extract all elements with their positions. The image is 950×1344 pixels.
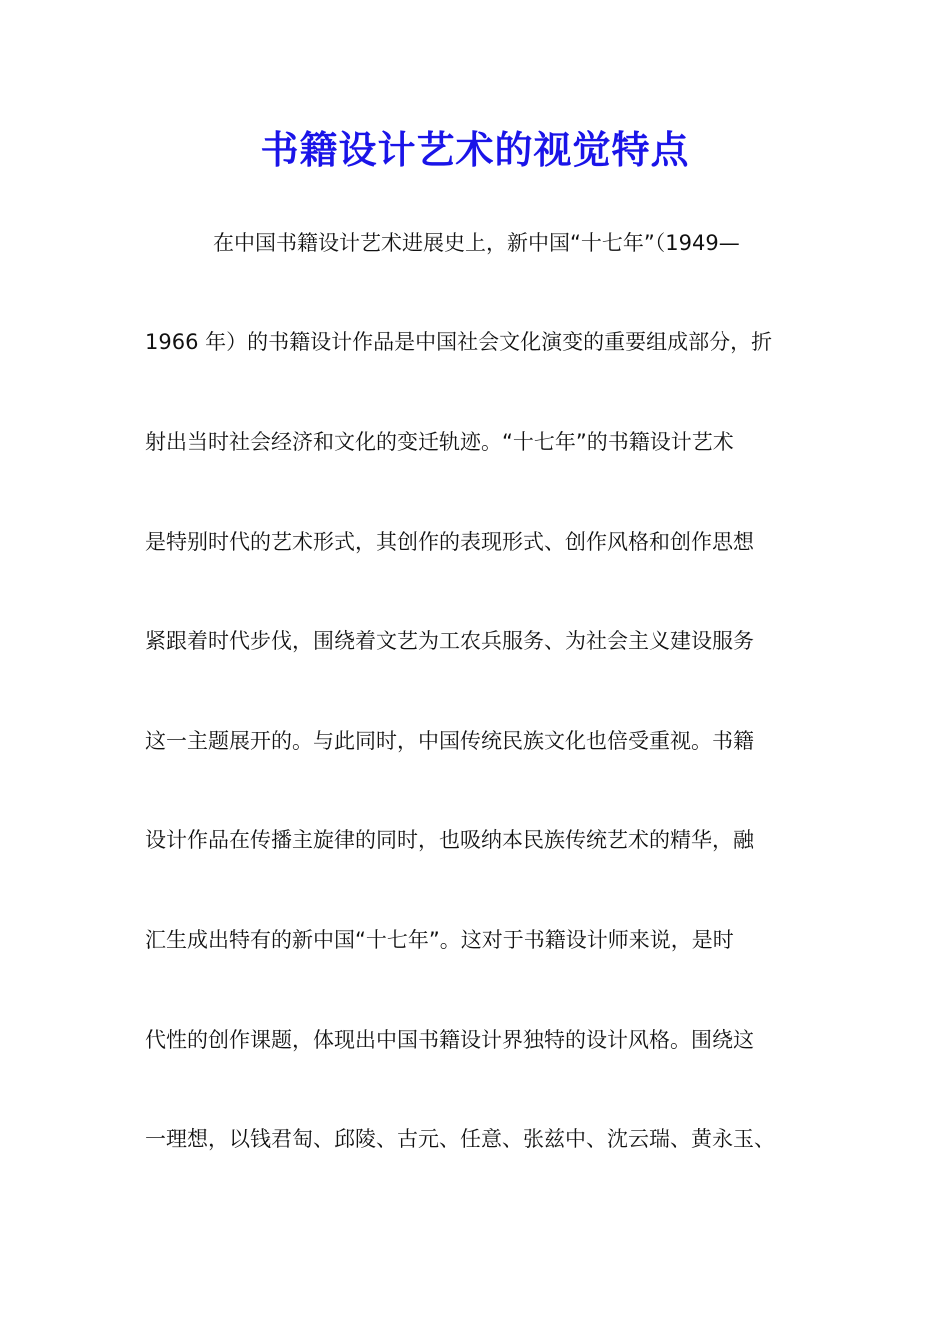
document-title: 书籍设计艺术的视觉特点 <box>260 127 690 172</box>
paragraph-line: 汇生成出特有的新中国“十七年”。这对于书籍设计师来说，是时 <box>145 928 734 952</box>
paragraph-line: 一理想，以钱君匋、邱陵、古元、任意、张兹中、沈云瑞、黄永玉、 <box>145 1127 775 1151</box>
paragraph-line: 设计作品在传播主旋律的同时，也吸纳本民族传统艺术的精华，融 <box>145 828 754 852</box>
paragraph-line: 在中国书籍设计艺术进展史上，新中国“十七年”（1949— <box>213 231 740 255</box>
paragraph-line: 是特别时代的艺术形式，其创作的表现形式、创作风格和创作思想 <box>145 530 754 554</box>
paragraph-line: 这一主题展开的。与此同时，中国传统民族文化也倍受重视。书籍 <box>145 729 754 753</box>
paragraph-line: 紧跟着时代步伐，围绕着文艺为工农兵服务、为社会主义建设服务 <box>145 629 754 653</box>
paragraph-line: 代性的创作课题，体现出中国书籍设计界独特的设计风格。围绕这 <box>145 1028 754 1052</box>
paragraph-line: 1966 年）的书籍设计作品是中国社会文化演变的重要组成部分，折 <box>145 330 773 354</box>
paragraph-line: 射出当时社会经济和文化的变迁轨迹。“十七年”的书籍设计艺术 <box>145 430 734 454</box>
